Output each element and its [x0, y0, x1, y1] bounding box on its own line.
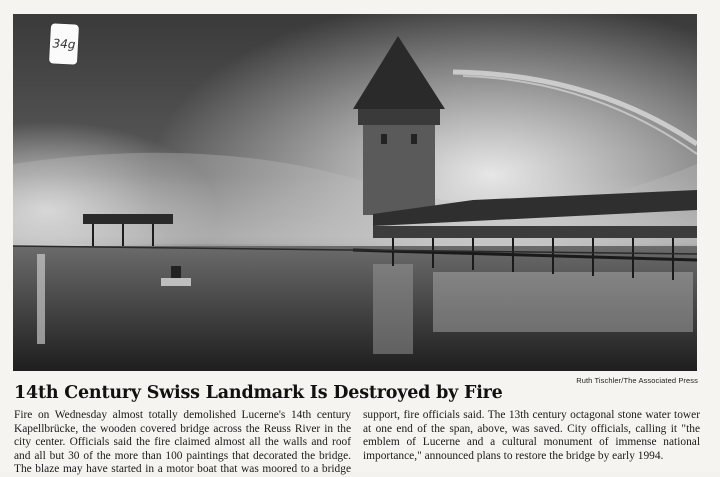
archive-tag-text: 34g [52, 36, 76, 52]
article-body: Fire on Wednesday almost totally demolished Lucerne's 14th century Kapellbrücke, the wooden covered bridge across the Reuss River in the city center. Officials said the fire claimed almost all the walls and roof and all but 30 of the more than 100 paintings that decorated the bridge. The blaze may have started in a motor boat that was moored to a bridge support, fire officials said. The 13th century octagonal stone water tower at one end of the span, above, was saved. City officials, calling it "the emblem of Lucerne and a cultural monument of immense national importance," announced plans to restore the bridge by early 1994. [14, 409, 700, 476]
archive-tag [49, 23, 79, 64]
headline: 14th Century Swiss Landmark Is Destroyed by Fire [14, 383, 503, 403]
news-photo [13, 14, 697, 371]
photo-credit: Ruth Tischler/The Associated Press [576, 376, 698, 385]
bridge-fire-illustration [13, 14, 697, 371]
